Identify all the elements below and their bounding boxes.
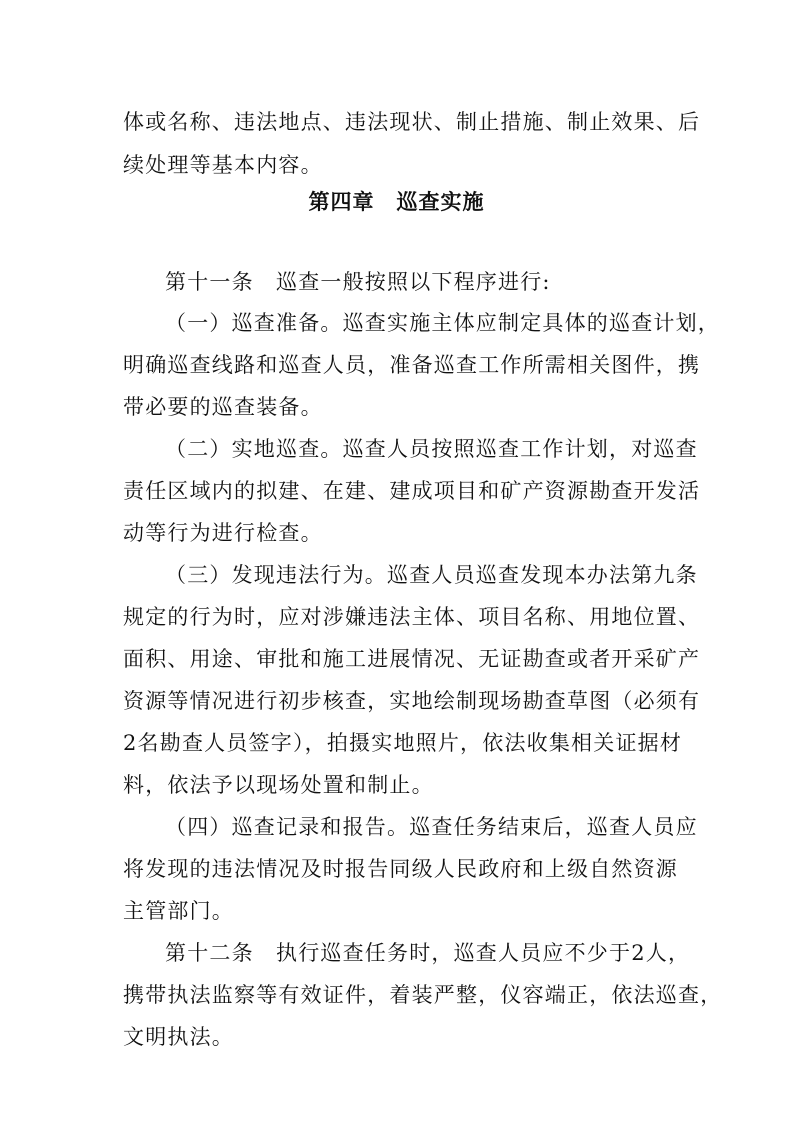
paragraph-line: 2名勘查人员签字），拍摄实地照片，依法收集相关证据材 xyxy=(123,731,683,755)
paragraph-line: 料，依法予以现场处置和制止。 xyxy=(123,773,434,797)
article-eleven-line: 第十一条 巡查一般按照以下程序进行: xyxy=(165,270,551,294)
chapter-heading: 第四章 巡查实施 xyxy=(308,190,485,214)
paragraph-line: 规定的行为时，应对涉嫌违法主体、项目名称、用地位置、 xyxy=(123,605,701,629)
paragraph-line: 责任区域内的拟建、在建、建成项目和矿产资源勘查开发活 xyxy=(123,479,701,503)
paragraph-line: 将发现的违法情况及时报告同级人民政府和上级自然资源 xyxy=(123,857,678,881)
paragraph-line: 主管部门。 xyxy=(123,899,234,923)
paragraph-line: （二）实地巡查。巡查人员按照巡查工作计划，对巡查 xyxy=(165,437,698,461)
paragraph-line: （一）巡查准备。巡查实施主体应制定具体的巡查计划， xyxy=(165,311,720,335)
paragraph-line: 资源等情况进行初步核查，实地绘制现场勘查草图（必须有 xyxy=(123,689,701,713)
paragraph-line: 携带执法监察等有效证件，着装严整，仪容端正，依法巡查， xyxy=(123,983,723,1007)
paragraph-line: 动等行为进行检查。 xyxy=(123,521,323,545)
paragraph-line: 续处理等基本内容。 xyxy=(123,153,323,177)
paragraph-line: 面积、用途、审批和施工进展情况、无证勘查或者开采矿产 xyxy=(123,647,701,671)
paragraph-line: （四）巡查记录和报告。巡查任务结束后，巡查人员应 xyxy=(165,815,698,839)
paragraph-line: 带必要的巡查装备。 xyxy=(123,395,323,419)
article-twelve-line: 第十二条 执行巡查任务时，巡查人员应不少于2人， xyxy=(165,941,691,965)
paragraph-line: 体或名称、违法地点、违法现状、制止措施、制止效果、后 xyxy=(123,110,701,134)
paragraph-line: 明确巡查线路和巡查人员，准备巡查工作所需相关图件，携 xyxy=(123,353,701,377)
paragraph-line: （三）发现违法行为。巡查人员巡查发现本办法第九条 xyxy=(165,563,698,587)
paragraph-line: 文明执法。 xyxy=(123,1025,234,1049)
